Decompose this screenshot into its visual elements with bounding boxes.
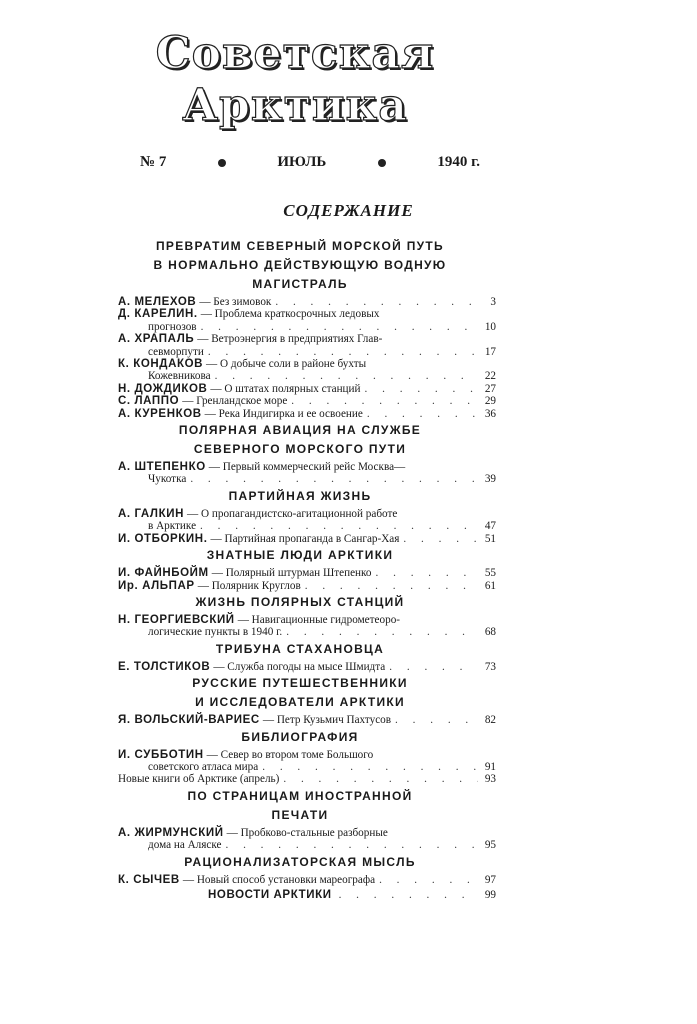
toc-section [118,239,496,420]
entry-author: Д. КАРЕЛИН. [118,308,198,321]
entry-author: К. КОНДАКОВ [118,358,204,371]
entry-author: НОВОСТИ АРКТИКИ [208,888,332,901]
section-heading: ПАРТИЙНАЯ ЖИЗНЬ [228,488,372,503]
issue-month: ИЮЛЬ [277,154,327,170]
page-number: 73 [484,660,496,673]
entry-line [118,333,482,345]
entry-line-continued [118,839,496,852]
entry-title: — Проблема краткосрочных ледовых [200,308,380,321]
page-number: 55 [484,567,496,580]
entry-title-continued: дома на Аляске [148,839,222,852]
dot-leader [283,773,478,785]
toc-entry [118,507,496,533]
toc-section [118,641,496,673]
entry-title: — Полярник Круглов [197,579,301,592]
entry-title-continued: Кожевникова [148,370,211,383]
dot-leader [403,533,478,545]
entry-line-continued [118,370,496,383]
section-heading: ПО СТРАНИЦАМ ИНОСТРАННОЙ [187,788,413,803]
toc-entry [118,395,496,408]
masthead-line1 [130,28,460,79]
page-number: 36 [484,407,496,420]
entry-title-continued: в Арктике [148,520,197,533]
dot-leader [208,346,478,358]
dot-leader [200,520,478,532]
page-number: 47 [484,520,496,533]
entry-author: А. ЖИРМУНСКИЙ [118,826,224,839]
page-number: 91 [484,760,496,773]
entry-line [118,407,496,420]
entry-line [118,749,482,761]
entry-author: Я. ВОЛЬСКИЙ-ВАРИЕС [118,714,260,727]
toc-section [118,729,496,786]
toc-section [118,788,496,852]
entry-line-continued [118,520,496,533]
entry-title: Новые книги об Арктике (апрель) [118,773,280,786]
toc-section [118,888,496,901]
section-heading: В НОРМАЛЬНО ДЕЙСТВУЮЩУЮ ВОДНУЮ [153,258,447,272]
dot-leader [215,370,478,382]
toc-entry [118,613,496,639]
entry-title: — Партийная пропаганда в Сангар-Хая [210,532,400,545]
entry-author: А. КУРЕНКОВ [118,407,202,420]
page-number: 39 [484,473,496,486]
toc-entry [118,308,496,333]
issue-info [140,154,480,171]
toc-section [118,594,496,639]
toc-entry [118,461,496,486]
entry-title: — Река Индигирка и ее освоение [204,407,363,420]
entry-title-continued: Чукотка [148,473,187,486]
dot-leader [339,889,478,901]
dot-leader [286,626,478,638]
toc-section [118,488,496,545]
page-number: 82 [484,714,496,727]
page-number: 61 [484,579,496,592]
entry-author: А. ХРАПАЛЬ [118,333,195,346]
toc-entry [118,579,496,592]
dot-leader [389,661,478,673]
entry-line [118,382,496,395]
entry-line [118,873,496,886]
entry-line [118,888,496,901]
entry-title: — О добыче соли в районе бухты [206,358,367,371]
dot-leader [275,296,478,308]
entry-line [118,461,482,473]
page-number: 95 [484,839,496,852]
section-heading: ЖИЗНЬ ПОЛЯРНЫХ СТАНЦИЙ [195,594,405,609]
entry-author: Н. ДОЖДИКОВ [118,382,208,395]
page-number: 51 [484,532,496,545]
page-number: 10 [484,320,496,333]
entry-title-continued: прогнозов [148,320,197,333]
entry-title: — Петр Кузьмич Пахтусов [262,714,392,727]
toc-section [118,854,496,886]
toc-entry [118,660,496,673]
entry-author: И. ФАЙНБОЙМ [118,567,209,580]
entry-line [118,308,482,320]
toc-entry [118,532,496,545]
dot-leader [365,383,478,395]
entry-title-continued: севморпути [148,345,204,358]
bullet-icon [378,159,386,167]
entry-line [118,660,496,673]
entry-title: — Служба погоды на мысе Шмидта [213,660,386,673]
entry-line [118,567,496,580]
dot-leader [262,761,478,773]
section-heading: ПОЛЯРНАЯ АВИАЦИЯ НА СЛУЖБЕ [178,423,422,438]
dot-leader [201,321,478,333]
toc-entry [118,567,496,580]
entry-line-continued [118,345,496,358]
toc-entry [118,873,496,886]
entry-line [118,508,482,520]
entry-title-continued: советского атласа мира [148,760,259,773]
entry-title: — О штатах полярных станций [210,382,361,395]
entry-author: А. ШТЕПЕНКО [118,461,206,474]
entry-author: Ир. АЛЬПАР [118,579,195,592]
entry-title: — Навигационные гидрометеоро- [237,613,401,626]
section-heading: РУССКИЕ ПУТЕШЕСТВЕННИКИ [192,676,408,691]
toc-entry [118,333,496,358]
entry-author: К. СЫЧЕВ [118,873,180,886]
page-number: 3 [490,296,496,308]
table-of-contents [118,236,496,901]
entry-line-continued [118,760,496,773]
entry-title-continued: логические пункты в 1940 г. [148,626,283,639]
toc-entry [118,826,496,852]
entry-title: — Пробково-стальные разборные [226,826,388,839]
entry-line [118,714,496,727]
toc-section [118,548,496,592]
toc-section [118,676,496,727]
entry-line-continued [118,626,496,639]
entry-title: — Без зимовок [199,296,272,308]
section-heading: РАЦИОНАЛИЗАТОРСКАЯ МЫСЛЬ [184,854,416,869]
entry-author: Е. ТОЛСТИКОВ [118,660,211,673]
page-number: 27 [484,382,496,395]
entry-line [118,358,482,370]
entry-author: И. ОТБОРКИН. [118,532,208,545]
dot-leader [376,567,478,579]
section-heading: ПЕЧАТИ [271,807,329,822]
page-number: 99 [484,888,496,901]
section-heading: ТРИБУНА СТАХАНОВЦА [215,641,385,656]
entry-line [118,773,496,786]
entry-title: — Полярный штурман Штепенко [211,567,372,580]
entry-line [118,532,496,545]
entry-title: — Первый коммерческий рейс Москва— [208,461,406,474]
toc-entry [118,714,496,727]
dot-leader [367,408,478,420]
section-heading: ПРЕВРАТИМ СЕВЕРНЫЙ МОРСКОЙ ПУТЬ [156,239,444,253]
entry-line-continued [118,473,496,486]
bullet-icon [218,159,226,167]
entry-line-continued [118,320,496,333]
toc-entry [118,407,496,420]
issue-year: 1940 г. [437,154,480,170]
toc-entry [118,358,496,383]
toc-entry [118,888,496,901]
masthead-text-2: Арктика [182,80,408,131]
entry-author: С. ЛАППО [118,395,180,408]
section-heading: СЕВЕРНОГО МОРСКОГО ПУТИ [193,442,407,457]
entry-line [118,296,496,308]
page-number: 29 [484,395,496,408]
entry-title: — Север во втором томе Большого [206,748,374,761]
entry-line [118,614,482,626]
entry-author: А. МЕЛЕХОВ [118,296,197,308]
contents-heading: СОДЕРЖАНИЕ [283,201,414,220]
page-number: 22 [484,370,496,383]
toc-entry [118,748,496,774]
page-number: 17 [484,345,496,358]
entry-author: А. ГАЛКИН [118,507,184,520]
toc-entry [118,296,496,308]
toc-entry [118,382,496,395]
toc-section [118,423,496,486]
entry-line [118,579,496,592]
entry-title: — Гренландское море [182,395,288,408]
page-number: 68 [484,626,496,639]
entry-line [118,395,496,408]
entry-line [118,827,482,839]
section-heading: МАГИСТРАЛЬ [252,277,348,291]
dot-leader [395,714,478,726]
entry-author: Н. ГЕОРГИЕВСКИЙ [118,613,235,626]
masthead-line2 [130,80,460,131]
dot-leader [305,580,478,592]
dot-leader [225,839,478,851]
entry-author: И. СУББОТИН [118,748,204,761]
entry-title: — О пропагандистско-агитационной работе [187,507,398,520]
dot-leader [379,874,478,886]
entry-title: — Ветроэнергия в предприятиях Глав- [197,333,383,346]
page-number: 97 [484,873,496,886]
issue-number: № 7 [140,154,167,170]
dot-leader [190,473,478,485]
section-heading: И ИССЛЕДОВАТЕЛИ АРКТИКИ [195,695,405,710]
dot-leader [291,395,478,407]
section-heading: ЗНАТНЫЕ ЛЮДИ АРКТИКИ [206,548,394,563]
masthead-text-1: Советская [155,28,435,79]
entry-title: — Новый способ установки мареографа [182,873,376,886]
toc-entry [118,773,496,786]
page-number: 93 [484,773,496,786]
section-heading: БИБЛИОГРАФИЯ [241,729,359,744]
